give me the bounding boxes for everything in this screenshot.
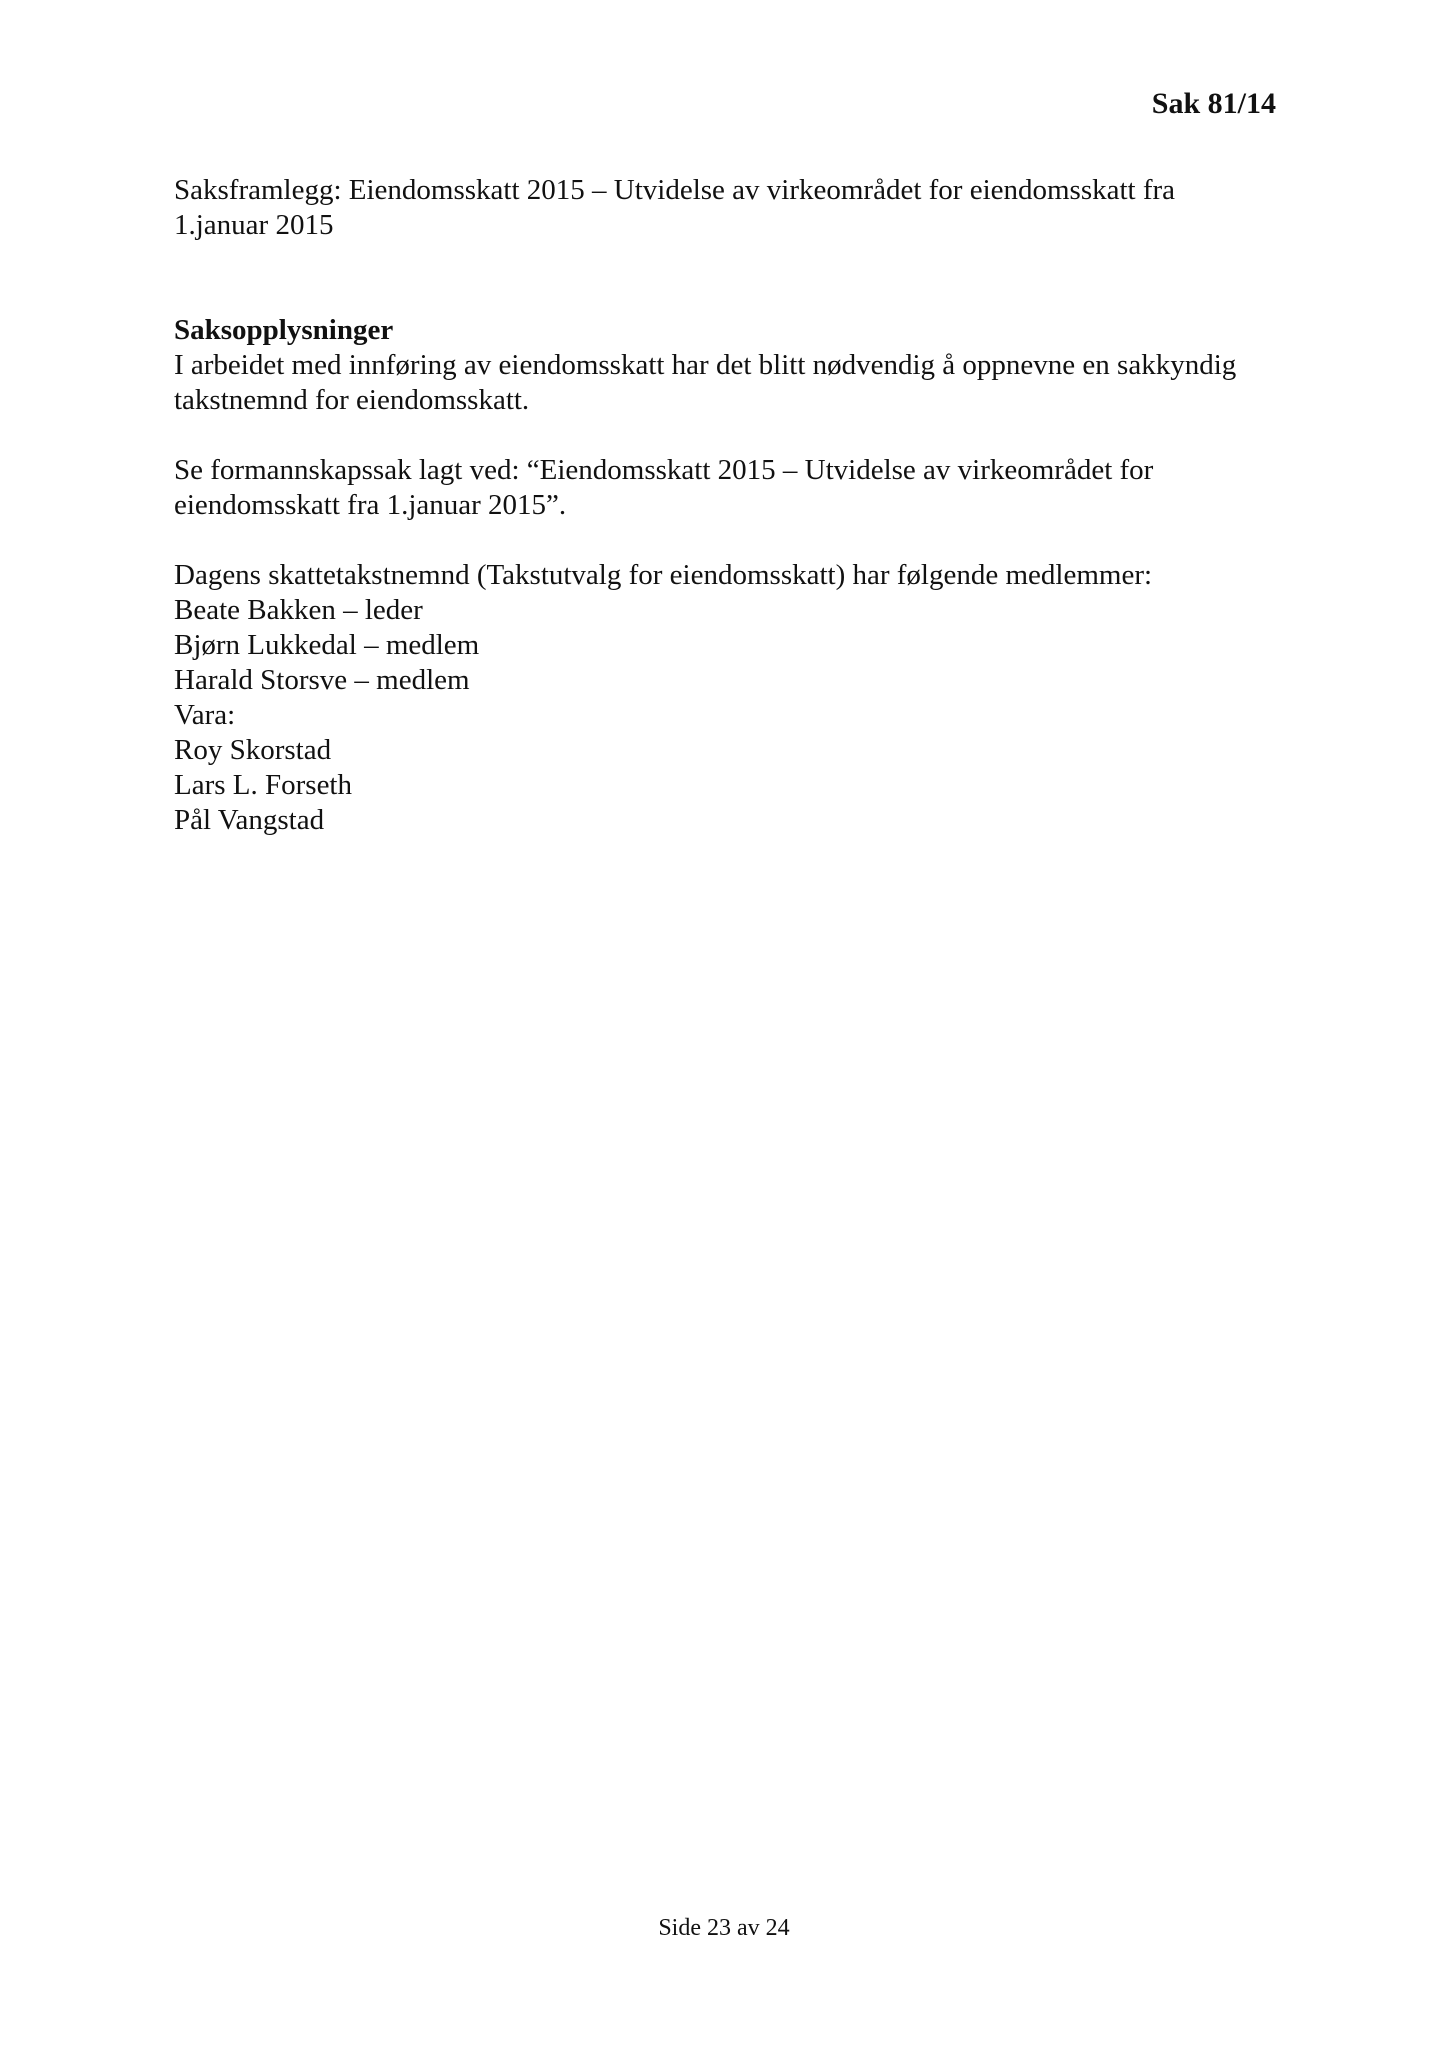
member-item: Bjørn Lukkedal – medlem (174, 629, 480, 661)
paragraph-intro (174, 348, 1284, 418)
members-intro: Dagens skattetakstnemnd (Takstutvalg for eiendomsskatt) har følgende medlemmer: (174, 559, 1153, 591)
document-title-line: Saksframlegg: Eiendomsskatt 2015 – Utvidelse av virkeområdet for eiendomsskatt fra (174, 174, 1176, 206)
paragraph-line: takstnemnd for eiendomsskatt. (174, 384, 530, 416)
document-title (174, 173, 1284, 243)
substitute-item: Lars L. Forseth (174, 769, 352, 801)
document-body (174, 173, 1284, 838)
substitute-item: Roy Skorstad (174, 734, 332, 766)
substitute-item: Pål Vangstad (174, 804, 325, 836)
member-list (174, 593, 1284, 698)
substitutes-label: Vara: (174, 699, 236, 731)
substitute-list (174, 733, 1284, 838)
member-item: Beate Bakken – leder (174, 594, 423, 626)
page-number: Side 23 av 24 (658, 1915, 790, 1941)
document-title-line: 1.januar 2015 (174, 209, 334, 241)
section-heading: Saksopplysninger (174, 314, 394, 346)
paragraph-line: Se formannskapssak lagt ved: “Eiendomsskatt 2015 – Utvidelse av virkeområdet for (174, 454, 1154, 486)
paragraph-line: I arbeidet med innføring av eiendomsskatt har det blitt nødvendig å oppnevne en sakkyndig (174, 349, 1237, 381)
member-item: Harald Storsve – medlem (174, 664, 470, 696)
paragraph-reference (174, 453, 1284, 523)
paragraph-line: eiendomsskatt fra 1.januar 2015”. (174, 489, 567, 521)
case-number: Sak 81/14 (1151, 87, 1276, 120)
